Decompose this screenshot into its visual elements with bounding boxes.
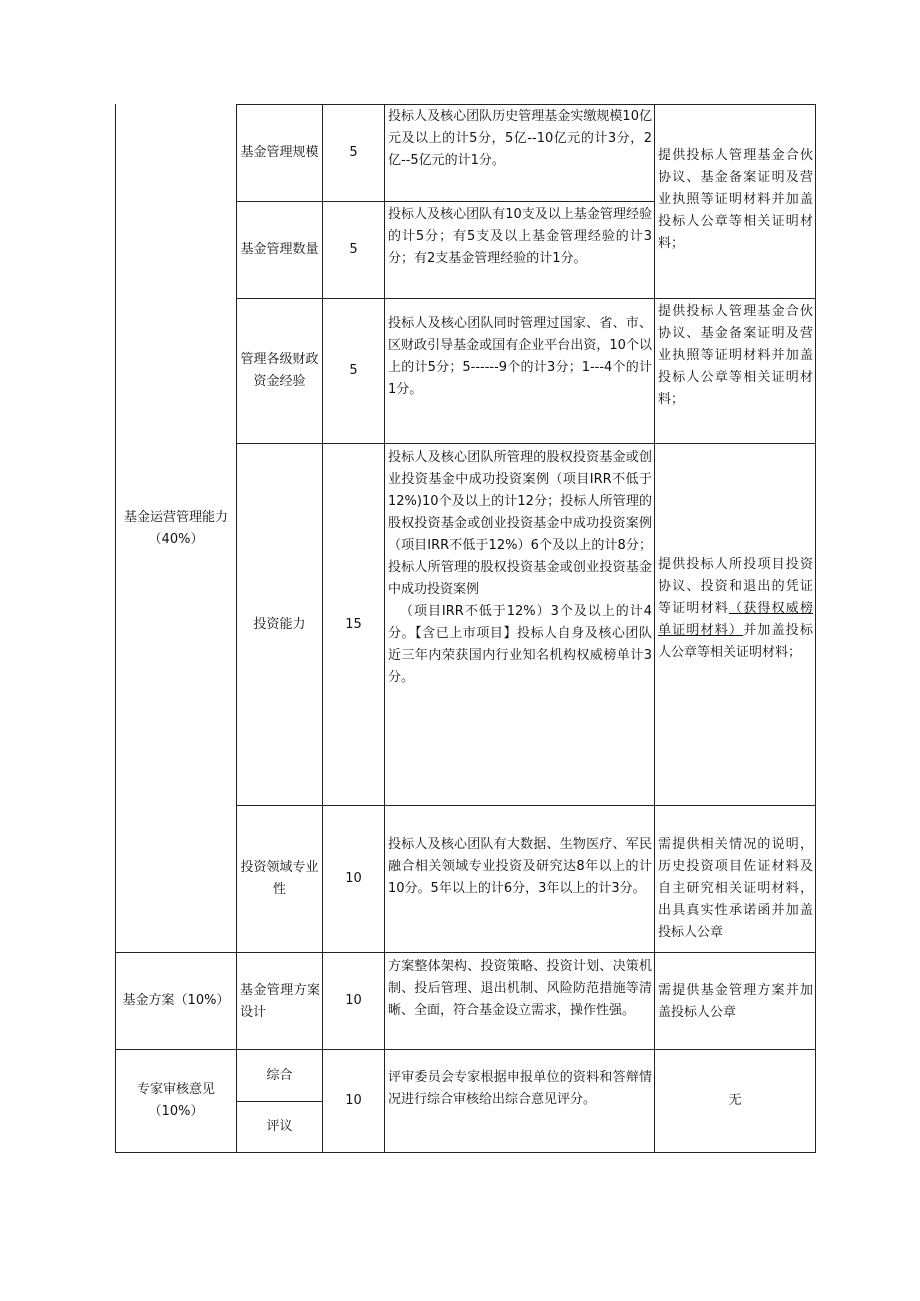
item-name-text: 管理各级财政资金经验 (240, 352, 319, 389)
item-score-text: 15 (345, 616, 362, 632)
item-score-text: 5 (349, 145, 358, 160)
item-evidence (655, 1050, 815, 1152)
item-evidence-text: 需提供相关情况的说明，历史投资项目佐证材料及自主研究相关证明材料，出具真实性承诺函并加盖投标人公章 (658, 837, 813, 940)
item-criteria (385, 106, 654, 172)
item-score (323, 1050, 384, 1152)
item-name (237, 980, 322, 1024)
item-criteria (385, 204, 654, 270)
item-evidence-text: 需提供基金管理方案并加盖投标人公章 (658, 983, 813, 1020)
category-expert-text: 专家审核意见（10%） (136, 1082, 215, 1119)
item-name-text: 投资领域专业性 (240, 860, 319, 897)
item-name-text: 投资能力 (253, 616, 306, 632)
item-criteria-text: 投标人及核心团队同时管理过国家、省、市、区财政引导基金或国有企业平台出资，10个以上的计5分；5------9个的计3分；1---4个的计1分。 (388, 316, 652, 397)
item-name-text: 基金管理数量 (240, 242, 319, 257)
item-score-text: 10 (345, 993, 362, 1008)
table-border-bottom (115, 1152, 816, 1153)
category-fund-ops-text: 基金运营管理能力（40%） (123, 509, 228, 547)
item-criteria-text: 评审委员会专家根据申报单位的资料和答辩情况进行综合审核给出综合意见评分。 (388, 1070, 652, 1107)
category-plan-text: 基金方案（10%） (122, 993, 230, 1008)
item-criteria-text: 投标人及核心团队历史管理基金实缴规模10亿元及以上的计5分，5亿--10亿元的计3分，2亿--5亿元的计1分。 (388, 109, 652, 168)
item-evidence-text: 提供投标人管理基金合伙协议、基金备案证明及营业执照等证明材料并加盖投标人公章等相关证明材料； (658, 304, 813, 407)
item-score (323, 806, 384, 952)
item-name (237, 105, 322, 201)
item-score (323, 202, 384, 298)
item-name-text: 基金管理方案设计 (240, 983, 320, 1020)
table-border-right (815, 104, 816, 1153)
item-evidence (655, 980, 815, 1024)
item-evidence-text: 无 (728, 1093, 742, 1108)
item-score (323, 444, 384, 805)
item-score (323, 105, 384, 201)
table-border-left (115, 104, 116, 1153)
item-criteria-text: （项目IRR不低于12%）3个及以上的计4分。【含已上市项目】投标人自身及核心团队近三年内荣获国内行业知名机构权威榜单计3分。 (388, 604, 652, 685)
category-plan (118, 953, 234, 1049)
item-evidence (655, 834, 815, 944)
item-name (237, 444, 322, 805)
item-evidence-underlined: （获得权威榜单证明材料） (658, 601, 813, 638)
item-criteria-text: 投标人及核心团队所管理的股权投资基金或创业投资基金中成功投资案例（项目IRR不低于12%)10个及以上的计12分；投标人所管理的股权投资基金或创业投资基金中成功投资案例（项目IRR不低于12%）6个及以上的计8分；投标人所管理的股权投资基金或创业投资基金中成功投资案例 (388, 450, 652, 597)
item-criteria-text: 方案整体架构、投资策略、投资计划、决策机制、投后管理、退出机制、风险防范措施等清晰、全面，符合基金设立需求，操作性强。 (388, 959, 652, 1018)
item-score (323, 299, 384, 443)
item-name (237, 202, 322, 298)
item-criteria (385, 956, 654, 1022)
item-criteria (385, 313, 654, 401)
item-criteria (385, 447, 654, 689)
item-name-text: 基金管理规模 (240, 145, 319, 160)
item-criteria (385, 834, 654, 900)
item-evidence (655, 554, 815, 664)
item-evidence-text: 并加盖投标人公章等相关证明材料； (658, 623, 813, 660)
item-score (323, 953, 384, 1049)
item-score-text: 5 (349, 363, 358, 378)
item-score-text: 5 (349, 242, 358, 257)
item-evidence-text: 提供投标人管理基金合伙协议、基金备案证明及营业执照等证明材料并加盖投标人公章等相关证明材料； (658, 148, 813, 251)
item-evidence-text: 提供投标人所投项目投资协议、投资和退出的凭证等证明材料 (658, 557, 813, 616)
item-evidence (655, 145, 815, 255)
item-score-text: 10 (345, 871, 362, 886)
item-criteria-text: 投标人及核心团队有10支及以上基金管理经验的计5分；有5支及以上基金管理经验的计3分；有2支基金管理经验的计1分。 (388, 207, 652, 266)
item-name-b (237, 1102, 322, 1152)
category-fund-ops (118, 105, 234, 952)
item-evidence (655, 301, 815, 411)
item-name-text: 综合 (266, 1067, 293, 1083)
item-name-a (237, 1050, 322, 1101)
item-criteria (385, 1067, 654, 1111)
item-name-text: 评议 (266, 1119, 293, 1134)
item-criteria-text: 投标人及核心团队有大数据、生物医疗、军民融合相关领域专业投资及研究达8年以上的计10分。5年以上的计6分，3年以上的计3分。 (388, 837, 652, 896)
item-name (237, 299, 322, 443)
item-name (237, 806, 322, 952)
item-score-text: 10 (345, 1093, 362, 1108)
category-expert (118, 1050, 234, 1152)
